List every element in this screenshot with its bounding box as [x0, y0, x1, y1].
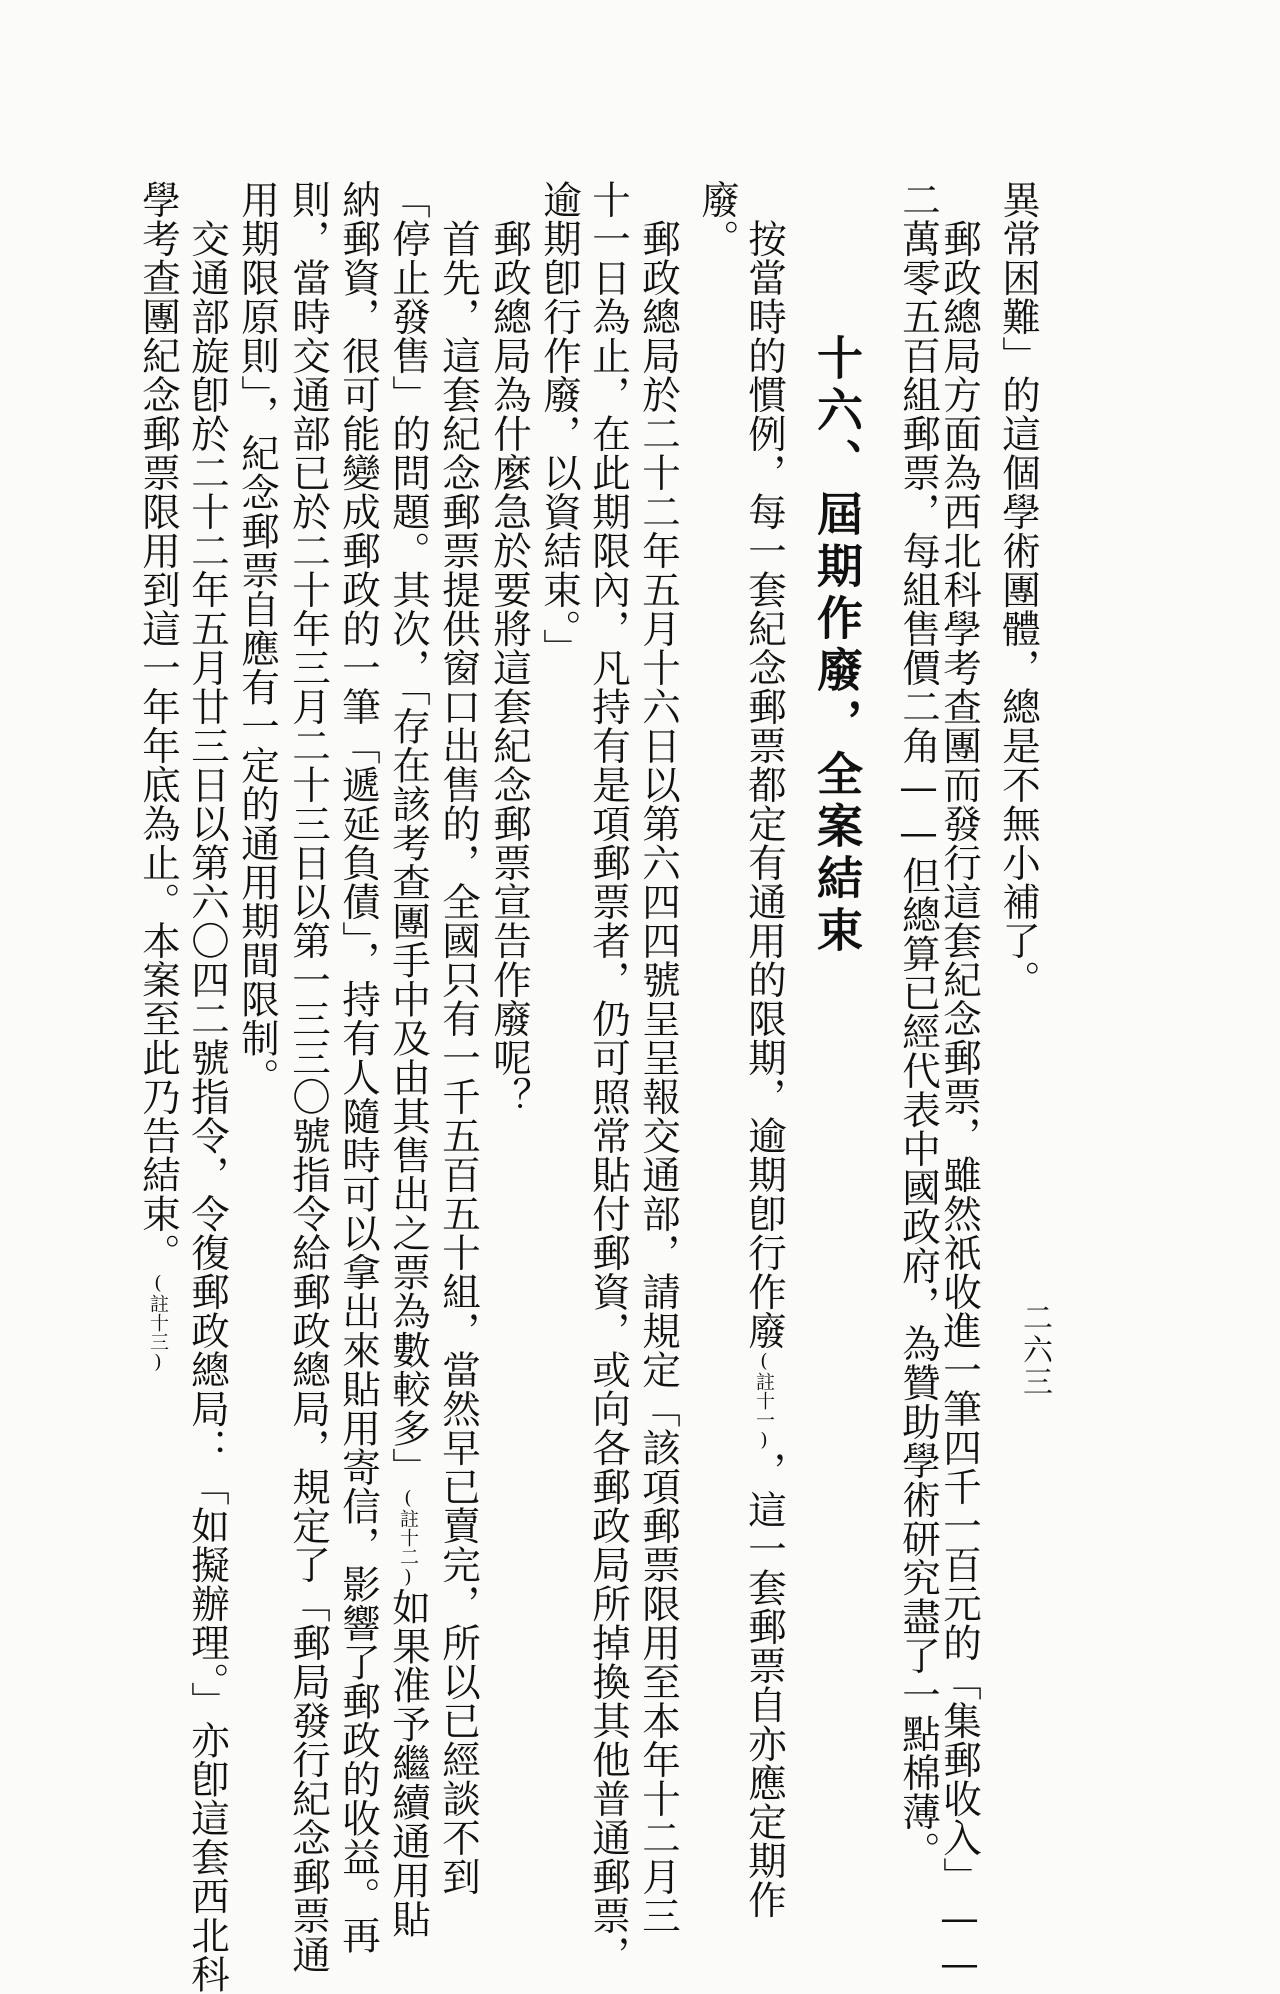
text-column-6: [695, 180, 740, 258]
column-text: 納郵資，很可能變成郵政的一筆「遞延負債」，持有人隨時可以拿出來貼用寄信，影響了郵政的收益。再: [336, 180, 381, 1955]
column-text: 二萬零五百組郵票，每組售價二角——但總算已經代表中國政府，為贊助學術研究盡了一點棉薄。: [896, 180, 941, 1870]
column-text: 按當時的慣例，每一套紀念郵票都定有通用的限期，逾期卽行作廢: [742, 180, 787, 1350]
column-text: 郵政總局方面為西北科學考查團而發行這套紀念郵票，雖然祇收進一筆四千一百元的「集郵收入」——: [937, 180, 982, 1987]
text-column-17: [136, 180, 181, 1373]
page-number: [1012, 1302, 1056, 1398]
footnote-ref-13: (註十三): [147, 1272, 169, 1373]
column-text: 用期限原則」，紀念郵票自應有一定的通用期間限制。: [235, 180, 280, 1097]
text-column-2: [937, 180, 982, 1987]
text-column-12: [386, 180, 431, 1939]
column-text: 郵政總局為什麼急於要將這套紀念郵票宣告作廢呢？: [487, 180, 532, 1116]
column-text: 首先，這套紀念郵票提供窗口出售的，全國只有一千五百五十組，當然早已賣完，所以已經談不到: [436, 180, 481, 1896]
section-heading: [810, 178, 864, 958]
text-column-15: [235, 180, 280, 1097]
text-column-5: [742, 180, 787, 1919]
column-text: 逾期卽行作廢，以資結束。」: [537, 180, 582, 668]
text-column-9: [537, 180, 582, 668]
column-text: 廢。: [695, 180, 740, 258]
column-text: 「停止發售」的問題。其次，「存在該考查團手中及由其售出之票為數較多」: [386, 180, 431, 1487]
text-column-11: [436, 180, 481, 1896]
text-column-13: [336, 180, 381, 1955]
page-number-text: 二六三: [1017, 1302, 1052, 1398]
text-column-8: [586, 180, 631, 1974]
text-column-14: [286, 180, 331, 1974]
text-column-7: [636, 180, 681, 1935]
column-text: 異常困難」的這個學術團體，總是不無小補了。: [996, 180, 1041, 999]
column-text: 學考查團紀念郵票限用到這一年年底為止。本案至此乃告結束。: [136, 180, 181, 1272]
text-column-1: [996, 180, 1041, 999]
column-text: 則，當時交通部已於二十年三月二十三日以第一三三〇號指令給郵政總局，規定了「郵局發行紀念郵票通: [286, 180, 331, 1974]
heading-text: 十六、屆期作廢，全案結束: [810, 178, 864, 958]
text-column-16: [185, 180, 230, 1994]
text-column-3: [896, 180, 941, 1870]
text-column-10: [487, 180, 532, 1116]
column-text: 交通部旋卽於二十二年五月廿三日以第六〇四二號指令，令復郵政總局：「如擬辦理。」亦卽這套西北科: [185, 180, 230, 1994]
column-text-tail: 如果准予繼續通用貼: [386, 1587, 431, 1939]
column-text-tail: ，這一套郵票自亦應定期作: [742, 1451, 787, 1919]
column-text: 十一日為止，在此期限內，凡持有是項郵票者，仍可照常貼付郵資，或向各郵政局所掉換其他普通郵票，: [586, 180, 631, 1974]
footnote-ref-12: (註十二): [397, 1486, 419, 1588]
footnote-ref-11: (註十一): [753, 1350, 775, 1451]
column-text: 郵政總局於二十二年五月十六日以第六四四號呈呈報交通部，請規定「該項郵票限用至本年十二月三: [636, 180, 681, 1935]
